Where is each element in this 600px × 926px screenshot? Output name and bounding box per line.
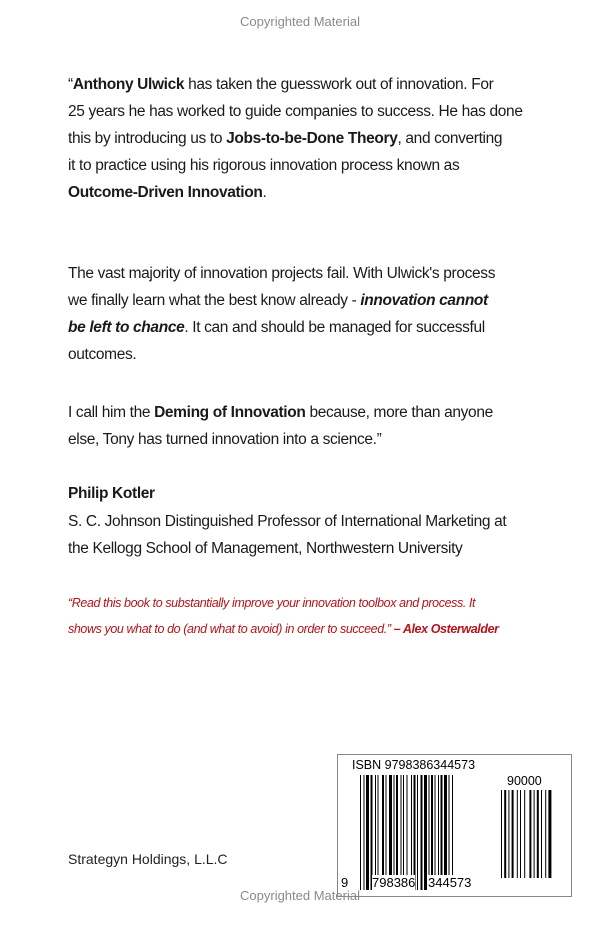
publisher-name: Strategyn Holdings, L.L.C bbox=[68, 851, 228, 867]
barcode-bar bbox=[424, 775, 427, 890]
barcode-bar bbox=[403, 775, 404, 890]
quote-line: The vast majority of innovation projects fail. With Ulwick's process bbox=[68, 265, 496, 282]
quote-line bbox=[68, 319, 485, 337]
barcode-bar bbox=[545, 790, 546, 878]
barcode-bar bbox=[421, 775, 423, 890]
barcode-bar bbox=[441, 775, 443, 890]
attribution-name: Philip Kotler bbox=[68, 485, 155, 502]
barcode-bar bbox=[504, 790, 506, 878]
barcode-bar bbox=[529, 790, 531, 878]
quote-line bbox=[68, 130, 502, 148]
barcode-bar bbox=[375, 775, 376, 890]
barcode-bar bbox=[537, 790, 539, 878]
barcode-bar bbox=[524, 790, 525, 878]
quote-line: outcomes. bbox=[68, 346, 137, 363]
barcode-bar bbox=[452, 775, 453, 890]
barcode-bar bbox=[371, 775, 373, 890]
barcode-bar bbox=[548, 790, 551, 878]
emphasis: Deming of Innovation bbox=[154, 404, 306, 421]
barcode-bar bbox=[389, 775, 392, 890]
barcode-bar bbox=[396, 775, 398, 890]
quote-line: 25 years he has worked to guide companies to success. He has done bbox=[68, 103, 523, 120]
barcode-bar bbox=[394, 775, 395, 890]
text: “ bbox=[68, 76, 73, 93]
endorsement-line bbox=[68, 622, 499, 636]
copyright-watermark-top: Copyrighted Material bbox=[240, 14, 360, 29]
barcode-bar bbox=[520, 790, 521, 878]
barcode-bar bbox=[449, 775, 450, 890]
text: . It can and should be managed for successful bbox=[184, 319, 485, 336]
price-code: 90000 bbox=[507, 774, 542, 788]
barcode-bar bbox=[414, 775, 416, 890]
barcode-bar bbox=[417, 775, 418, 890]
emphasis: Outcome-Driven Innovation bbox=[68, 184, 263, 201]
quote-line bbox=[68, 76, 493, 94]
barcode-bar bbox=[401, 775, 402, 890]
barcode-digits: 344573 bbox=[428, 875, 472, 890]
text: , and converting bbox=[397, 130, 503, 147]
barcode-bar bbox=[386, 775, 387, 890]
barcode-bar bbox=[435, 775, 436, 890]
quote-line: else, Tony has turned innovation into a science.” bbox=[68, 431, 382, 448]
isbn-label: ISBN 9798386344573 bbox=[352, 758, 476, 772]
barcode-bar bbox=[378, 775, 379, 890]
emphasis: innovation cannot bbox=[360, 292, 488, 309]
barcode-bar bbox=[444, 775, 447, 890]
text: . bbox=[262, 184, 267, 201]
text: has taken the guesswork out of innovation. For bbox=[184, 76, 494, 93]
barcode-bar bbox=[366, 775, 369, 890]
copyright-watermark-bottom: Copyrighted Material bbox=[240, 888, 360, 903]
barcode-bar bbox=[512, 790, 514, 878]
author-name: Anthony Ulwick bbox=[72, 76, 185, 93]
attribution-title: the Kellogg School of Management, Northwestern University bbox=[68, 540, 463, 557]
barcode-bar bbox=[411, 775, 412, 890]
text: I call him the bbox=[68, 404, 155, 421]
emphasis: Jobs-to-be-Done Theory bbox=[226, 130, 398, 147]
barcode-bar bbox=[364, 775, 365, 890]
endorsement-author: Alex Osterwalder bbox=[402, 622, 499, 636]
barcode-bar bbox=[517, 790, 518, 878]
barcode-bar bbox=[534, 790, 535, 878]
text: shows you what to do (and what to avoid) in order to succeed.” bbox=[68, 622, 391, 636]
quote-line bbox=[68, 404, 493, 422]
endorsement-line: “Read this book to substantially improve your innovation toolbox and process. It bbox=[68, 596, 476, 610]
text: this by introducing us to bbox=[68, 130, 227, 147]
barcode-bar bbox=[541, 790, 542, 878]
isbn-barcode bbox=[337, 754, 572, 897]
quote-line bbox=[68, 184, 266, 202]
barcode-bar bbox=[438, 775, 439, 890]
text: we finally learn what the best know already - bbox=[68, 292, 361, 309]
barcode-bar bbox=[429, 775, 430, 890]
barcode-bar bbox=[360, 775, 361, 890]
barcode-digits: 798386 bbox=[372, 875, 416, 890]
quote-line: it to practice using his rigorous innovation process known as bbox=[68, 157, 460, 174]
dash: – bbox=[390, 622, 403, 636]
attribution-title: S. C. Johnson Distinguished Professor of International Marketing at bbox=[68, 513, 507, 530]
barcode-bar bbox=[382, 775, 384, 890]
barcode-digit: 9 bbox=[341, 875, 349, 890]
emphasis: be left to chance bbox=[68, 319, 185, 336]
barcode-bar bbox=[431, 775, 433, 890]
text: because, more than anyone bbox=[305, 404, 493, 421]
barcode-bar bbox=[508, 790, 509, 878]
quote-line bbox=[68, 292, 488, 310]
barcode-bar bbox=[501, 790, 502, 878]
barcode-bar bbox=[407, 775, 408, 890]
